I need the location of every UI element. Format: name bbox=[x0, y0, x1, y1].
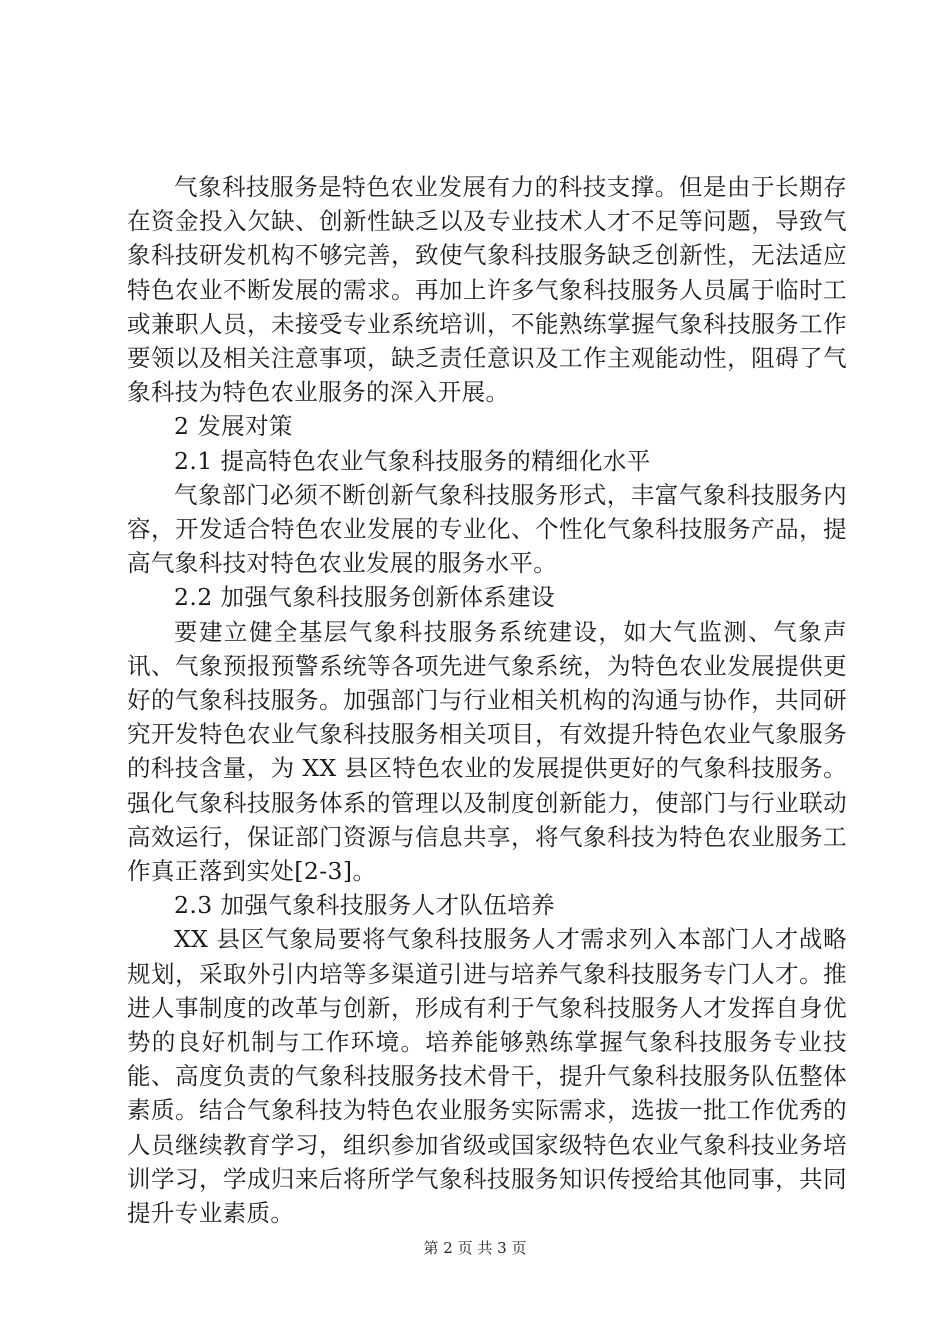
document-body bbox=[127, 170, 847, 1230]
paragraph-challenges: 气象科技服务是特色农业发展有力的科技支撑。但是由于长期存在资金投入欠缺、创新性缺乏以及专业技术人才不足等问题，导致气象科技研发机构不够完善，致使气象科技服务缺乏创新性，无法适应特色农业不断发展的需求。再加上许多气象科技服务人员属于临时工或兼职人员，未接受专业系统培训，不能熟练掌握气象科技服务工作要领以及相关注意事项，缺乏责任意识及工作主观能动性，阻碍了气象科技为特色农业服务的深入开展。 bbox=[127, 173, 847, 407]
paragraph-2-2: 要建立健全基层气象科技服务系统建设，如大气监测、气象声讯、气象预报预警系统等各项先进气象系统，为特色农业发展提供更好的气象科技服务。加强部门与行业相关机构的沟通与协作，共同研究开发特色农业气象科技服务相关项目，有效提升特色农业气象服务的科技含量，为 XX 县区特色农业的发展提供更好的气象科技服务。强化气象科技服务体系的管理以及制度创新能力，使部门与行业联动高效运行，保证部门资源与信息共享，将气象科技为特色农业服务工作真正落到实处[2-3]。 bbox=[127, 617, 847, 886]
section-heading-2: 2 发展对策 bbox=[174, 412, 293, 441]
subsection-heading-2-2: 2.2 加强气象科技服务创新体系建设 bbox=[174, 583, 556, 612]
page-number-footer: 第 2 页 共 3 页 bbox=[423, 1239, 527, 1257]
paragraph-2-3: XX 县区气象局要将气象科技服务人才需求列入本部门人才战略规划，采取外引内培等多渠道引进与培养气象科技服务专门人才。推进人事制度的改革与创新，形成有利于气象科技服务人才发挥自身优势的良好机制与工作环境。培养能够熟练掌握气象科技服务专业技能、高度负责的气象科技服务技术骨干，提升气象科技服务队伍整体素质。结合气象科技为特色农业服务实际需求，选拔一批工作优秀的人员继续教育学习，组织参加省级或国家级特色农业气象科技业务培训学习，学成归来后将所学气象科技服务知识传授给其他同事，共同提升专业素质。 bbox=[127, 925, 847, 1228]
subsection-heading-2-1: 2.1 提高特色农业气象科技服务的精细化水平 bbox=[174, 446, 651, 475]
paragraph-2-1: 气象部门必须不断创新气象科技服务形式，丰富气象科技服务内容，开发适合特色农业发展的专业化、个性化气象科技服务产品，提高气象科技对特色农业发展的服务水平。 bbox=[127, 480, 847, 578]
subsection-heading-2-3: 2.3 加强气象科技服务人才队伍培养 bbox=[174, 891, 556, 920]
